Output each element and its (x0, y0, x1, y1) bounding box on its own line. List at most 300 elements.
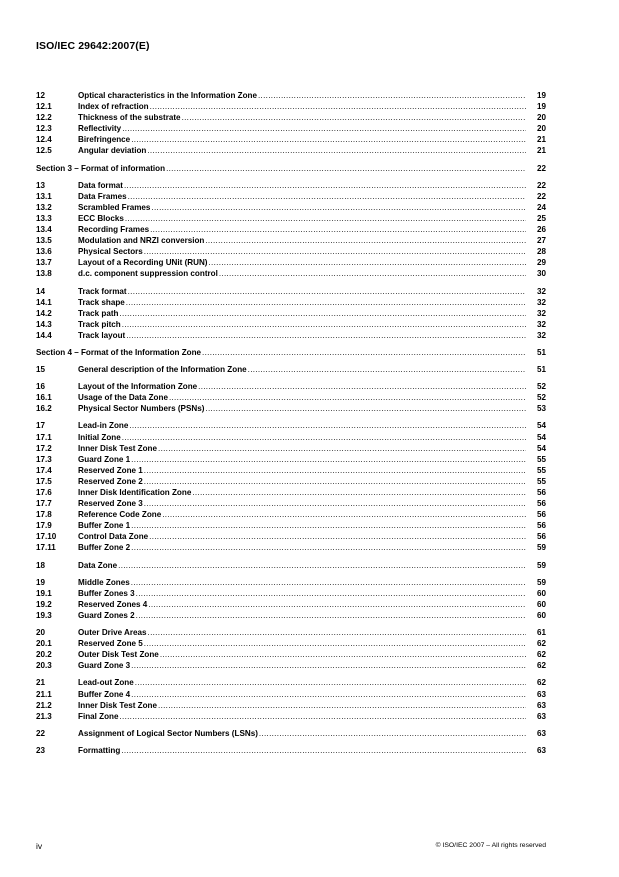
toc-entry-number: 13.5 (36, 236, 52, 246)
toc-section-title: Section 3 – Format of information (36, 163, 166, 173)
toc-entry[interactable] (36, 677, 546, 688)
toc-entry-number: 19 (36, 577, 46, 587)
toc-entry[interactable] (36, 235, 546, 246)
toc-entry-title: Track layout (78, 330, 126, 340)
toc-entry-page: 60 (536, 588, 546, 598)
toc-entry-title-wrap (78, 432, 526, 443)
toc-leader-dots (128, 286, 526, 297)
toc-entry-number: 19.1 (36, 588, 52, 598)
toc-entry[interactable] (36, 364, 546, 375)
toc-leader-dots (131, 520, 526, 531)
toc-leader-dots (129, 420, 526, 431)
toc-entry-title: Track pitch (78, 319, 121, 329)
toc-entry[interactable] (36, 90, 546, 101)
toc-entry-title: Reserved Zones 4 (78, 599, 148, 609)
toc-leader-dots (124, 180, 526, 191)
toc-entry-title: Thickness of the substrate (78, 113, 181, 123)
toc-entry-number: 13.8 (36, 269, 52, 279)
toc-leader-dots (131, 134, 526, 145)
toc-leader-dots (202, 347, 526, 358)
toc-leader-dots (144, 476, 526, 487)
toc-entry[interactable] (36, 627, 546, 638)
toc-entry[interactable] (36, 134, 546, 145)
toc-entry-title-wrap (78, 531, 526, 542)
toc-entry-page: 20 (536, 124, 546, 134)
toc-leader-dots (136, 588, 526, 599)
toc-leader-dots (131, 454, 526, 465)
toc-leader-dots (209, 257, 527, 268)
toc-entry-number: 14.4 (36, 330, 52, 340)
toc-entry-page: 26 (536, 225, 546, 235)
toc-entry-title: Usage of the Data Zone (78, 393, 168, 403)
toc-entry[interactable] (36, 599, 546, 610)
toc-entry-title-wrap (78, 319, 526, 330)
toc-entry-title: Reserved Zone 5 (78, 639, 143, 649)
toc-entry[interactable] (36, 286, 546, 297)
toc-entry-page: 22 (536, 180, 546, 190)
toc-entry-page: 63 (536, 689, 546, 699)
toc-entry[interactable] (36, 560, 546, 571)
toc-leader-dots (128, 191, 526, 202)
toc-leader-dots (205, 403, 526, 414)
toc-entry[interactable] (36, 420, 546, 431)
toc-entry[interactable] (36, 711, 546, 722)
toc-entry-title: Angular deviation (78, 146, 147, 156)
toc-entry-page: 22 (536, 191, 546, 201)
toc-entry-number: 21 (36, 678, 46, 688)
toc-entry-title: Birefringence (78, 135, 131, 145)
toc-leader-dots (131, 660, 526, 671)
toc-entry[interactable] (36, 180, 546, 191)
toc-entry[interactable] (36, 728, 546, 739)
toc-entry-title-wrap (78, 498, 526, 509)
toc-entry-title: Reflectivity (78, 124, 122, 134)
toc-entry-title-wrap (78, 286, 526, 297)
toc-entry-page: 63 (536, 711, 546, 721)
toc-entry-number: 20.3 (36, 661, 52, 671)
toc-entry-number: 17.8 (36, 510, 52, 520)
toc-entry-title-wrap (78, 392, 526, 403)
toc-entry-title: Middle Zones (78, 577, 130, 587)
toc-leader-dots (122, 319, 526, 330)
toc-leader-dots (148, 627, 526, 638)
toc-entry-title-wrap (78, 213, 526, 224)
toc-entry-title: Physical Sector Numbers (PSNs) (78, 404, 205, 414)
toc-entry[interactable] (36, 700, 546, 711)
toc-entry[interactable] (36, 112, 546, 123)
toc-entry-page: 61 (536, 628, 546, 638)
toc-entry-page: 29 (536, 258, 546, 268)
toc-entry-number: 12.4 (36, 135, 52, 145)
toc-entry-page: 21 (536, 146, 546, 156)
toc-entry-number: 17.6 (36, 488, 52, 497)
toc-entry-number: 15 (36, 365, 46, 375)
toc-entry[interactable] (36, 588, 546, 599)
toc-entry-title-wrap (78, 101, 526, 112)
toc-entry-title: Track path (78, 308, 119, 318)
toc-leader-dots (144, 465, 526, 476)
toc-entry[interactable] (36, 465, 546, 476)
toc-entry-title-wrap (36, 347, 526, 358)
toc-entry-page: 51 (536, 365, 546, 375)
toc-entry-title-wrap (36, 163, 526, 174)
toc-entry[interactable] (36, 191, 546, 202)
toc-leader-dots (144, 638, 526, 649)
toc-entry-title-wrap (78, 660, 526, 671)
toc-entry-number: 17.10 (36, 532, 57, 542)
toc-leader-dots (182, 112, 526, 123)
toc-entry-number: 17.7 (36, 499, 52, 509)
toc-entry-number: 17 (36, 421, 46, 431)
toc-leader-dots (205, 235, 526, 246)
toc-entry-page: 62 (536, 639, 546, 649)
toc-entry-number: 22 (36, 728, 46, 738)
toc-entry-title-wrap (78, 454, 526, 465)
toc-entry-title-wrap (78, 638, 526, 649)
toc-entry[interactable] (36, 381, 546, 392)
toc-entry-title: Track shape (78, 297, 125, 307)
toc-entry-title: Physical Sectors (78, 247, 143, 257)
toc-entry-page: 55 (536, 476, 546, 486)
toc-entry-title: Buffer Zone 2 (78, 543, 131, 553)
toc-leader-dots (144, 246, 526, 257)
toc-entry-number: 13.2 (36, 202, 52, 212)
toc-entry[interactable] (36, 498, 546, 509)
page-number: iv (36, 841, 43, 851)
toc-entry-title: Reserved Zone 2 (78, 476, 143, 486)
toc-entry-title-wrap (78, 577, 526, 588)
toc-entry-page: 63 (536, 728, 546, 738)
toc-leader-dots (125, 213, 526, 224)
toc-entry[interactable] (36, 542, 546, 553)
document-id-header: ISO/IEC 29642:2007(E) (36, 40, 150, 52)
toc-entry-page: 54 (536, 421, 546, 431)
toc-entry-page: 55 (536, 454, 546, 464)
toc-leader-dots (160, 649, 526, 660)
toc-entry-title: Buffer Zones 3 (78, 588, 135, 598)
toc-entry-number: 17.11 (36, 543, 56, 553)
toc-entry-page: 32 (536, 286, 546, 296)
toc-leader-dots (135, 677, 526, 688)
toc-entry[interactable] (36, 509, 546, 520)
toc-entry-page: 56 (536, 499, 546, 509)
toc-leader-dots (259, 728, 526, 739)
toc-entry-page: 56 (536, 488, 546, 497)
toc-entry-title: Layout of the Information Zone (78, 382, 198, 392)
toc-entry-title-wrap (78, 520, 526, 531)
toc-entry[interactable] (36, 454, 546, 465)
toc-entry-title-wrap (78, 677, 526, 688)
toc-entry-title-wrap (78, 588, 526, 599)
toc-entry[interactable] (36, 689, 546, 700)
toc-entry-title: Data format (78, 180, 123, 190)
toc-entry-page: 27 (536, 236, 546, 246)
toc-entry[interactable] (36, 145, 546, 156)
toc-entry-title: Lead-out Zone (78, 678, 134, 688)
toc-leader-dots (192, 487, 526, 498)
toc-entry-title: Buffer Zone 1 (78, 521, 131, 531)
toc-entry-page: 56 (536, 510, 546, 520)
toc-entry-title-wrap (78, 487, 526, 498)
toc-section-page: 51 (536, 347, 546, 357)
toc-entry-page: 32 (536, 308, 546, 318)
toc-entry-title: Inner Disk Test Zone (78, 700, 158, 710)
toc-entry-title-wrap (78, 728, 526, 739)
toc-entry-page: 56 (536, 532, 546, 542)
toc-leader-dots (151, 202, 526, 213)
toc-entry-title: Layout of a Recording UNit (RUN) (78, 258, 208, 268)
toc-entry-page: 24 (536, 202, 546, 212)
toc-leader-dots (131, 689, 526, 700)
toc-entry-title-wrap (78, 134, 526, 145)
toc-entry-number: 12.5 (36, 146, 52, 156)
toc-entry-number: 13.3 (36, 213, 52, 223)
toc-leader-dots (118, 560, 526, 571)
toc-section-heading[interactable] (36, 347, 546, 358)
toc-entry-title: Inner Disk Test Zone (78, 443, 158, 453)
table-of-contents (36, 90, 546, 756)
toc-entry-number: 19.2 (36, 599, 52, 609)
toc-entry[interactable] (36, 202, 546, 213)
toc-entry-number: 14.3 (36, 319, 52, 329)
toc-leader-dots (136, 610, 526, 621)
toc-entry-title-wrap (78, 465, 526, 476)
toc-entry-number: 13.6 (36, 247, 52, 257)
toc-entry-page: 63 (536, 745, 546, 755)
toc-entry-page: 59 (536, 543, 546, 553)
toc-entry-number: 20.1 (36, 639, 52, 649)
toc-entry-page: 54 (536, 432, 546, 442)
toc-entry-title-wrap (78, 308, 526, 319)
toc-leader-dots (144, 498, 526, 509)
toc-entry[interactable] (36, 101, 546, 112)
toc-leader-dots (122, 123, 526, 134)
toc-entry-title: Data Frames (78, 191, 127, 201)
toc-entry-page: 52 (536, 393, 546, 403)
toc-leader-dots (131, 577, 526, 588)
toc-entry[interactable] (36, 330, 546, 341)
toc-entry-number: 18 (36, 560, 46, 570)
toc-entry-title: Final Zone (78, 711, 119, 721)
toc-entry-page: 52 (536, 382, 546, 392)
toc-entry-title-wrap (78, 330, 526, 341)
toc-entry-title: Reference Code Zone (78, 510, 162, 520)
toc-entry-title-wrap (78, 700, 526, 711)
toc-entry-title: Reserved Zone 1 (78, 465, 143, 475)
toc-entry-title-wrap (78, 145, 526, 156)
toc-entry-page: 20 (536, 113, 546, 123)
toc-leader-dots (121, 745, 526, 756)
toc-entry-title-wrap (78, 649, 526, 660)
toc-entry-page: 60 (536, 610, 546, 620)
toc-entry-title: Formatting (78, 745, 121, 755)
toc-entry-number: 21.3 (36, 711, 52, 721)
toc-leader-dots (148, 599, 526, 610)
toc-entry[interactable] (36, 487, 546, 498)
toc-leader-dots (126, 330, 526, 341)
toc-entry-title: Outer Drive Areas (78, 628, 147, 638)
toc-entry-number: 17.4 (36, 465, 52, 475)
toc-entry-title: Initial Zone (78, 432, 121, 442)
toc-entry-title-wrap (78, 235, 526, 246)
toc-entry-title-wrap (78, 123, 526, 134)
toc-entry-title: Reserved Zone 3 (78, 499, 143, 509)
toc-leader-dots (198, 381, 526, 392)
toc-entry-title: Assignment of Logical Sector Numbers (LSNs) (78, 728, 258, 738)
toc-entry-title-wrap (78, 542, 526, 553)
toc-entry[interactable] (36, 443, 546, 454)
toc-entry[interactable] (36, 577, 546, 588)
toc-entry-page: 60 (536, 599, 546, 609)
toc-leader-dots (131, 542, 526, 553)
toc-entry-page: 30 (536, 269, 546, 279)
toc-entry[interactable] (36, 123, 546, 134)
toc-entry-title-wrap (78, 268, 526, 279)
toc-entry-page: 55 (536, 465, 546, 475)
toc-entry[interactable] (36, 297, 546, 308)
toc-entry[interactable] (36, 308, 546, 319)
toc-entry[interactable] (36, 392, 546, 403)
toc-entry[interactable] (36, 403, 546, 414)
toc-entry-title: General description of the Information Zone (78, 365, 247, 375)
toc-entry-title-wrap (78, 560, 526, 571)
toc-entry-title-wrap (78, 476, 526, 487)
toc-entry[interactable] (36, 531, 546, 542)
toc-leader-dots (149, 531, 526, 542)
toc-entry-number: 13.1 (36, 191, 52, 201)
toc-entry-page: 21 (536, 135, 546, 145)
copyright-notice: © ISO/IEC 2007 – All rights reserved (435, 842, 546, 849)
toc-entry-page: 62 (536, 661, 546, 671)
toc-entry[interactable] (36, 649, 546, 660)
toc-entry-page: 19 (536, 102, 546, 112)
toc-entry-title-wrap (78, 246, 526, 257)
toc-entry-title-wrap (78, 599, 526, 610)
toc-entry-title-wrap (78, 420, 526, 431)
toc-entry-number: 12 (36, 91, 46, 100)
toc-entry-page: 32 (536, 330, 546, 340)
toc-entry-number: 17.5 (36, 476, 52, 486)
toc-entry-title-wrap (78, 297, 526, 308)
toc-entry-number: 23 (36, 745, 46, 755)
toc-entry-page: 28 (536, 247, 546, 257)
toc-entry[interactable] (36, 660, 546, 671)
toc-entry-page: 62 (536, 678, 546, 688)
toc-entry-number: 16 (36, 382, 46, 392)
toc-entry-page: 32 (536, 297, 546, 307)
toc-entry-number: 20 (36, 628, 46, 638)
toc-entry[interactable] (36, 213, 546, 224)
toc-entry[interactable] (36, 638, 546, 649)
toc-entry-page: 56 (536, 521, 546, 531)
toc-entry[interactable] (36, 224, 546, 235)
toc-entry-title-wrap (78, 610, 526, 621)
toc-leader-dots (126, 297, 526, 308)
toc-entry-number: 14 (36, 286, 46, 296)
toc-entry-title: d.c. component suppression control (78, 269, 218, 279)
toc-entry-number: 17.1 (36, 432, 52, 442)
toc-leader-dots (119, 711, 526, 722)
toc-entry-title-wrap (78, 443, 526, 454)
toc-leader-dots (122, 432, 526, 443)
toc-entry-title: Index of refraction (78, 102, 149, 112)
toc-entry-title: Data Zone (78, 560, 118, 570)
toc-entry-number: 12.2 (36, 113, 52, 123)
toc-entry[interactable] (36, 520, 546, 531)
toc-entry-number: 19.3 (36, 610, 52, 620)
toc-entry-page: 32 (536, 319, 546, 329)
toc-leader-dots (150, 224, 526, 235)
toc-section-heading[interactable] (36, 163, 546, 174)
toc-section-page: 22 (536, 163, 546, 173)
toc-section-title: Section 4 – Format of the Information Zone (36, 347, 202, 357)
toc-entry-title: Guard Zone 3 (78, 661, 131, 671)
toc-entry[interactable] (36, 432, 546, 443)
toc-entry-number: 20.2 (36, 650, 52, 660)
toc-entry-number: 17.9 (36, 521, 52, 531)
toc-entry-number: 17.3 (36, 454, 52, 464)
toc-entry-title: Lead-in Zone (78, 421, 129, 431)
toc-entry[interactable] (36, 246, 546, 257)
toc-entry-number: 14.2 (36, 308, 52, 318)
toc-entry-title: Optical characteristics in the Information Zone (78, 91, 257, 100)
toc-entry-title-wrap (78, 257, 526, 268)
toc-entry-title-wrap (78, 224, 526, 235)
toc-entry-title: Control Data Zone (78, 532, 149, 542)
toc-entry[interactable] (36, 257, 546, 268)
toc-entry-title: Guard Zones 2 (78, 610, 135, 620)
toc-entry-title-wrap (78, 381, 526, 392)
toc-leader-dots (219, 268, 526, 279)
toc-entry-page: 25 (536, 213, 546, 223)
toc-entry-title-wrap (78, 202, 526, 213)
toc-entry[interactable] (36, 476, 546, 487)
toc-leader-dots (258, 90, 526, 101)
toc-entry-number: 21.1 (36, 689, 52, 699)
toc-leader-dots (162, 509, 526, 520)
toc-leader-dots (150, 101, 526, 112)
toc-entry-number: 13 (36, 180, 46, 190)
toc-entry-title-wrap (78, 627, 526, 638)
toc-entry-title: ECC Blocks (78, 213, 124, 223)
toc-entry-number: 13.4 (36, 225, 52, 235)
toc-entry-title-wrap (78, 403, 526, 414)
toc-leader-dots (166, 163, 526, 174)
toc-entry-title-wrap (78, 689, 526, 700)
toc-entry-page: 19 (536, 91, 546, 100)
toc-entry-title: Buffer Zone 4 (78, 689, 131, 699)
toc-entry[interactable] (36, 268, 546, 279)
toc-entry-title-wrap (78, 509, 526, 520)
toc-entry[interactable] (36, 745, 546, 756)
toc-entry-title: Inner Disk Identification Zone (78, 488, 192, 497)
toc-leader-dots (248, 364, 526, 375)
toc-entry-number: 14.1 (36, 297, 52, 307)
toc-entry-page: 53 (536, 404, 546, 414)
toc-entry-title: Track format (78, 286, 127, 296)
toc-entry[interactable] (36, 610, 546, 621)
toc-entry[interactable] (36, 319, 546, 330)
toc-leader-dots (158, 443, 526, 454)
toc-entry-page: 62 (536, 650, 546, 660)
toc-entry-title: Recording Frames (78, 225, 150, 235)
toc-entry-number: 16.2 (36, 404, 52, 414)
toc-entry-title-wrap (78, 90, 526, 101)
toc-entry-number: 16.1 (36, 393, 52, 403)
toc-entry-title-wrap (78, 745, 526, 756)
toc-entry-number: 12.3 (36, 124, 52, 134)
toc-entry-title: Modulation and NRZI conversion (78, 236, 205, 246)
